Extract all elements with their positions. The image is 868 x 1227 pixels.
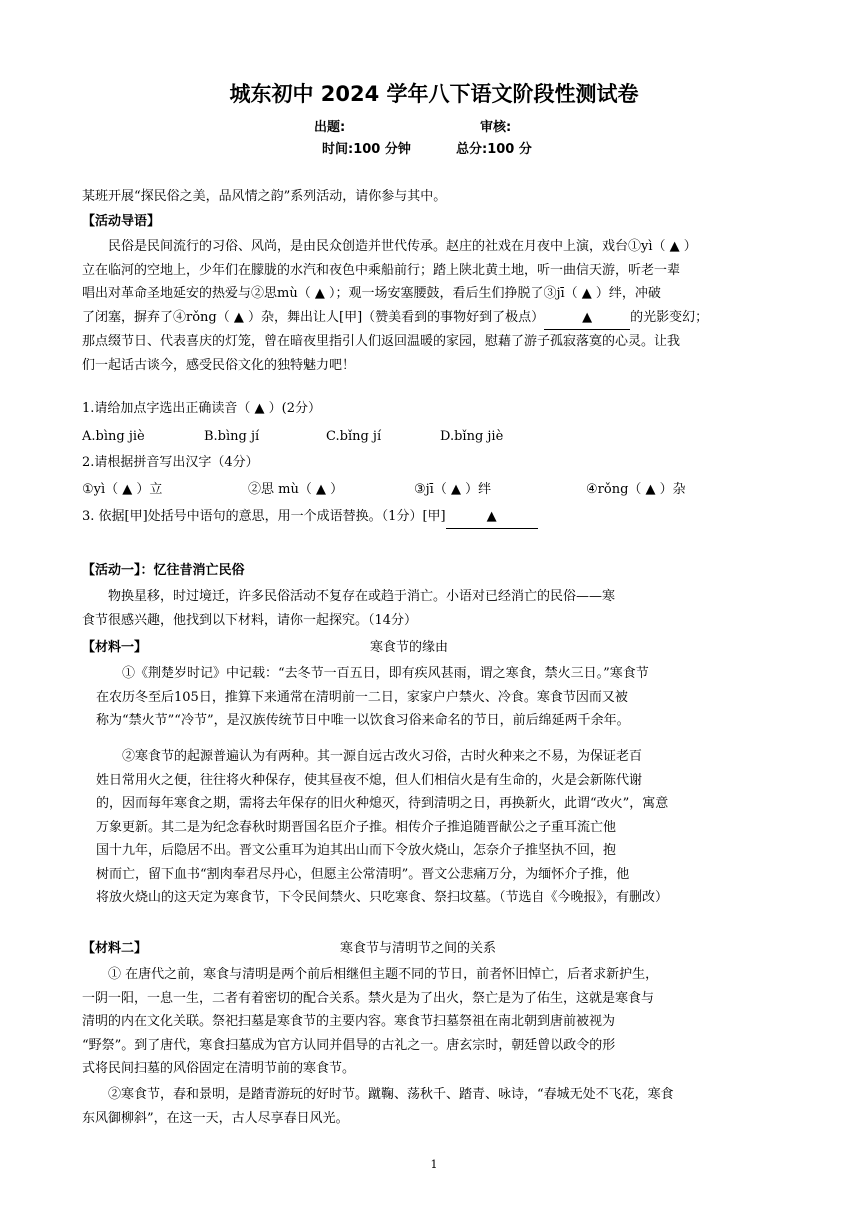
material2-line: 东风御柳斜”，在这一天，古人尽享春日风光。	[82, 1110, 349, 1126]
activity1-line: 食节很感兴趣，他找到以下材料，请你一起探究。（14分）	[82, 612, 418, 628]
guide-paragraph	[82, 235, 787, 377]
material1-line: 姓日常用火之便，往往将火种保存，使其昼夜不熄，但人们相信火是有生命的，火是会新陈代谢	[96, 772, 643, 788]
material1-line: 在农历冬至后105日，推算下来通常在清明前一二日，家家户户禁火、冷食。寒食节因而又被	[96, 689, 628, 705]
jia-blank[interactable]: ▲	[544, 306, 630, 331]
question-1: 1.请给加点字选出正确读音（ ▲ ）(2分）	[82, 401, 322, 416]
material2-p1	[82, 963, 787, 1081]
material2-line: 式将民间扫墓的风俗固定在清明节前的寒食节。	[82, 1061, 356, 1076]
material1-line: 将放火烧山的这天定为寒食节，下令民间禁火、只吃寒食、祭扫坟墓。（节选自《今晚报》，有删改）	[96, 890, 669, 905]
material2-label: 【材料二】	[82, 941, 148, 956]
page-number: 1	[430, 1158, 438, 1171]
guide-line: 那点缀节日、代表喜庆的灯笼，曾在暗夜里指引人们返回温暖的家园，慰藉了游子孤寂落寞的心灵。让我	[82, 334, 681, 349]
activity1-line: 物换星移，时过境迁，许多民俗活动不复存在或趋于消亡。小语对已经消亡的民俗——寒	[108, 589, 616, 604]
setter-label: 出题:	[314, 120, 346, 135]
intro-text: 某班开展“探民俗之美，品风情之韵”系列活动，请你参与其中。	[82, 189, 447, 204]
activity1-heading: 【活动一】：忆往昔消亡民俗	[82, 563, 245, 578]
material2-line: 清明的内在文化关联。祭祀扫墓是寒食节的主要内容。寒食节扫墓祭祖在南北朝到唐前被视为	[82, 1014, 616, 1029]
material1-line: 树而亡，留下血书“割肉奉君尽丹心，但愿主公常清明”。晋文公悲痛万分，为缅怀介子推，他	[96, 866, 630, 882]
question-3-text: 3. 依据[甲]处括号中语句的意思，用一个成语替换。（1分）[甲]	[82, 509, 446, 524]
question-2: 2.请根据拼音写出汉字（4分）	[82, 455, 259, 470]
guide-line: 立在临河的空地上，少年们在朦胧的水汽和夜色中乘船前行；踏上陕北黄土地，听一曲信天游，听老一辈	[82, 262, 681, 278]
material1-line: ①《荆楚岁时记》中记载：“去冬节一百五日，即有疾风甚雨，谓之寒食，禁火三日。”寒食节	[122, 666, 649, 681]
guide-line: 唱出对革命圣地延安的热爱与②思mù（ ▲ ）；观一场安塞腰鼓，看后生们挣脱了③jī（ ▲ ）绊，冲破	[82, 286, 661, 301]
material2-title: 寒食节与清明节之间的关系	[340, 941, 497, 956]
q2-item-1[interactable]: ①yì（ ▲ ）立	[82, 482, 163, 497]
q2-item-2[interactable]: ②思 mù（ ▲ ）	[248, 482, 344, 497]
guide-line: 民俗是民间流行的习俗、风尚，是由民众创造并世代传承。赵庄的社戏在月夜中上演，戏台①yì（ ▲ ）	[108, 239, 697, 254]
guide-line-part: 了闭塞，摒弃了④rǒng（ ▲ ）杂，舞出让人[甲]（赞美看到的事物好到了极点）	[82, 309, 545, 325]
material1-p1	[96, 662, 786, 733]
q1-option-c[interactable]: C.bǐng jí	[326, 429, 382, 444]
guide-line-part: 的光影变幻；	[630, 309, 709, 325]
material1-title: 寒食节的缘由	[370, 640, 449, 655]
score-label: 总分:100 分	[456, 142, 532, 157]
material1-line: 称为“禁火节”“冷节”，是汉族传统节日中唯一以饮食习俗来命名的节日，前后绵延两千余年。	[96, 713, 630, 728]
q1-option-a[interactable]: A.bìng jiè	[82, 429, 145, 444]
material2-line: “野祭”。到了唐代，寒食扫墓成为官方认同并倡导的古礼之一。唐玄宗时，朝廷曾以政令的形	[82, 1037, 616, 1053]
material2-line: 一阴一阳，一息一生，二者有着密切的配合关系。禁火是为了出火，祭亡是为了佑生，这就是寒食与	[82, 990, 655, 1006]
material2-line: ① 在唐代之前，寒食与清明是两个前后相继但主题不同的节日，前者怀旧悼亡，后者求新护生，	[108, 967, 659, 982]
material1-p2	[96, 745, 786, 910]
question-3	[82, 506, 538, 529]
q3-answer-blank[interactable]: ▲	[446, 506, 538, 529]
material1-line: ②寒食节的起源普遍认为有两种。其一源自远古改火习俗，古时火种来之不易，为保证老百	[122, 749, 643, 764]
time-label: 时间:100 分钟	[322, 142, 411, 157]
guide-heading: 【活动导语】	[82, 214, 161, 229]
activity1-paragraph	[82, 585, 787, 632]
q1-option-b[interactable]: B.bìng jí	[204, 429, 260, 444]
material1-line: 万象更新。其二是为纪念春秋时期晋国名臣介子推。相传介子推追随晋献公之子重耳流亡他	[96, 819, 617, 835]
material1-line: 国十九年，后隐居不出。晋文公重耳为迫其出山而下令放火烧山，怎奈介子推坚执不回，抱	[96, 843, 617, 858]
q1-option-d[interactable]: D.bǐng jiè	[440, 429, 504, 444]
material2-p2	[82, 1083, 787, 1130]
guide-line	[82, 306, 787, 331]
q2-item-3[interactable]: ③jī（ ▲ ）绊	[414, 482, 492, 497]
material1-label: 【材料一】	[82, 640, 148, 655]
page-title: 城东初中 2024 学年八下语文阶段性测试卷	[229, 82, 639, 106]
material2-line: ②寒食节，春和景明，是踏青游玩的好时节。蹴鞠、荡秋千、踏青、咏诗，“春城无处不飞花，寒食	[108, 1087, 674, 1102]
guide-line: 们一起话古谈今，感受民俗文化的独特魅力吧！	[82, 357, 356, 373]
reviewer-label: 审核:	[480, 120, 512, 135]
q2-item-4[interactable]: ④rǒng（ ▲ ）杂	[586, 482, 686, 497]
material1-line: 的，因而每年寒食之期，需将去年保存的旧火种熄灭，待到清明之日，再换新火，此谓“改火”，寓意	[96, 796, 669, 811]
